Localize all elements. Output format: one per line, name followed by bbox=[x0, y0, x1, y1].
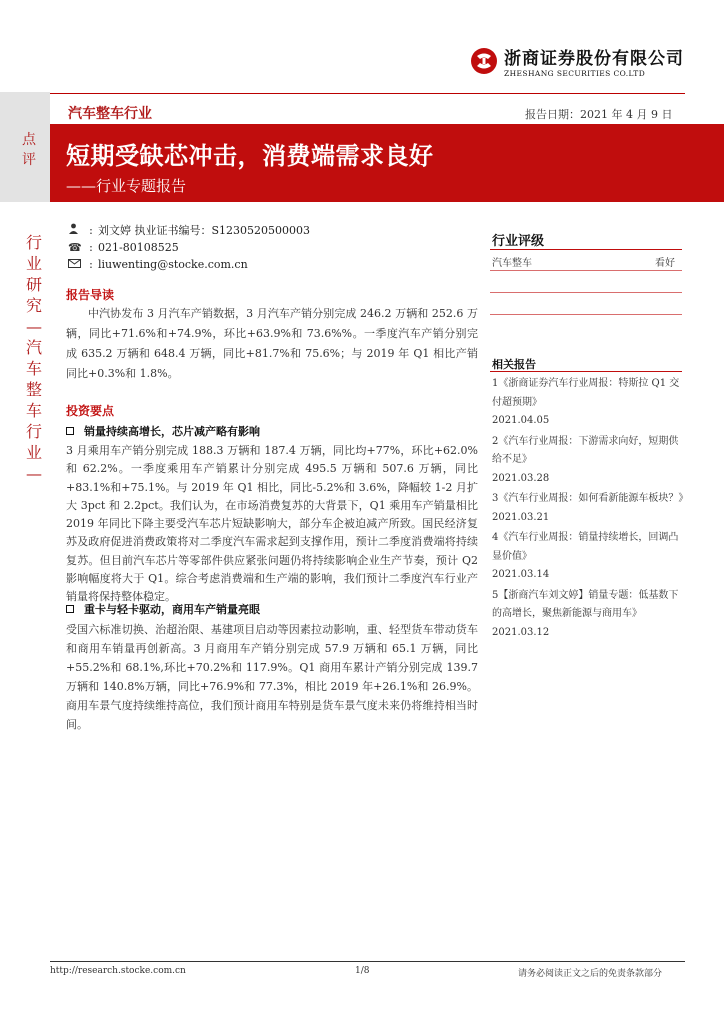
related-report-title[interactable]: 4《汽车行业周报：销量持续增长，回调凸显价值》 bbox=[492, 532, 679, 562]
guide-heading: 报告导读 bbox=[66, 288, 115, 302]
point-2-title bbox=[66, 601, 260, 617]
related-divider bbox=[490, 371, 682, 372]
related-report-item[interactable] bbox=[492, 529, 684, 585]
point-1-title-text: 销量持续高增长，芯片减产略有影响 bbox=[84, 425, 260, 438]
contact-separator: : bbox=[89, 224, 93, 237]
guide-text: 中汽协发布 3 月汽车产销数据，3 月汽车产销分别完成 246.2 万辆和 252.6 万辆，同比+71.6%和+74.9%，环比+63.9%和 73.6%%。一季度汽车产销分别完成 635.2 万辆和 648.4 万辆，同比+81.7%和 75.6%；与 2019 年 Q1 相比产销同比+0.3%和 1.8%。 bbox=[66, 307, 478, 380]
rating-line-1 bbox=[490, 270, 682, 271]
related-report-date: 2021.03.14 bbox=[492, 569, 550, 580]
rating-line-2 bbox=[490, 292, 682, 293]
rating-sector: 汽车整车 bbox=[492, 258, 532, 269]
point-1-title bbox=[66, 423, 260, 439]
related-report-date: 2021.04.05 bbox=[492, 415, 550, 426]
square-bullet-icon bbox=[66, 605, 74, 613]
page-number: 1/8 bbox=[355, 966, 370, 976]
related-report-date: 2021.03.28 bbox=[492, 472, 550, 484]
related-report-title[interactable]: 3《汽车行业周报：如何看新能源车板块？》 bbox=[492, 493, 689, 504]
square-bullet-icon bbox=[66, 427, 74, 435]
related-report-item[interactable] bbox=[492, 490, 689, 527]
company-name-cn: 浙商证券股份有限公司 bbox=[504, 49, 684, 69]
related-report-date: 2021.03.21 bbox=[492, 511, 550, 523]
report-date: 报告日期：2021 年 4 月 9 日 bbox=[525, 108, 673, 121]
footer-url[interactable]: http://research.stocke.com.cn bbox=[50, 966, 186, 976]
related-report-title[interactable]: 2《汽车行业周报：下游需求向好，短期供给不足》 bbox=[492, 435, 679, 465]
rating-divider bbox=[490, 249, 682, 250]
footer-disclaimer: 请务必阅读正文之后的免责条款部分 bbox=[518, 969, 663, 979]
report-type-label: 点评 bbox=[22, 132, 36, 168]
analyst-contact bbox=[68, 222, 310, 273]
page-subtitle: ——行业专题报告 bbox=[66, 177, 187, 195]
related-report-title[interactable]: 1《浙商证券汽车行业周报：特斯拉 Q1 交付超预期》 bbox=[492, 378, 680, 408]
zheshang-logo-icon bbox=[470, 47, 498, 75]
page-title: 短期受缺芯冲击，消费端需求良好 bbox=[66, 142, 434, 170]
sector-tag: 汽车整车行业 bbox=[68, 106, 152, 122]
footer-divider bbox=[50, 961, 685, 962]
contact-separator: : bbox=[89, 258, 93, 271]
related-heading: 相关报告 bbox=[492, 358, 536, 371]
analyst-phone: 021-80108525 bbox=[98, 241, 179, 254]
analyst-email[interactable]: liuwenting@stocke.com.cn bbox=[98, 258, 248, 271]
person-icon bbox=[68, 222, 84, 239]
related-report-title[interactable]: 5【浙商汽车刘文婷】销量专题：低基数下的高增长，聚焦新能源与商用车》 bbox=[492, 589, 679, 619]
envelope-icon bbox=[68, 256, 84, 273]
rating-value: 看好 bbox=[655, 258, 675, 269]
vertical-section-label: 行业研究—汽车整车行业— bbox=[25, 233, 42, 483]
related-report-item[interactable] bbox=[492, 587, 684, 643]
company-name-en: ZHESHANG SECURITIES CO.LTD bbox=[504, 69, 646, 78]
company-logo bbox=[470, 44, 684, 78]
points-heading: 投资要点 bbox=[66, 404, 115, 418]
rating-heading: 行业评级 bbox=[492, 234, 545, 249]
point-2-text: 受国六标准切换、治超治限、基建项目启动等因素拉动影响，重、轻型货车带动货车和商用车销量再创新高。3 月商用车产销分别完成 57.9 万辆和 65.1 万辆，同比+55.2%和 68.1%,环比+70.2%和 117.9%。Q1 商用车累计产销分别完成 139.7 万辆和 140.8%万辆，同比+76.9%和 77.3%，相比 2019 年+26.1%和 26.9%。商用车景气度持续维持高位，我们预计商用车特别是货车景气度未来仍将维持相当时间。 bbox=[66, 623, 478, 731]
related-report-item[interactable] bbox=[492, 375, 684, 431]
contact-separator: : bbox=[89, 241, 93, 254]
analyst-name: 刘文婷 执业证书编号：S1230520500003 bbox=[98, 224, 311, 237]
phone-icon: ☎ bbox=[68, 241, 82, 254]
point-2-title-text: 重卡与轻卡驱动，商用车产销量亮眼 bbox=[84, 603, 260, 616]
point-1-text: 3 月乘用车产销分别完成 188.3 万辆和 187.4 万辆，同比均+77%，环比+62.0%和 62.2%。一季度乘用车产销累计分别完成 495.5 万辆和 507.6 万辆，同比+83.1%和+75.1%。与 2019 年 Q1 相比，同比-5.2%和 3.6%，降幅较 1-2 月扩大 3pct 和 2.2pct。我们认为，在市场消费复苏的大背景下，Q1 乘用车产销量相比 2019 年同比下降主要受汽车芯片短缺影响大，部分车企被迫减产所致。国民经济复苏及政府促进消费政策将对二季度汽车需求起到支撑作用，预计二季度消费端将持续复苏。但目前汽车芯片等零部件供应紧张问题仍将持续影响企业生产节奏，预计 Q2 影响幅度将大于 Q1。综合考虑消费端和生产端的影响，我们预计二季度汽车行业产销量将保持整体稳定。 bbox=[66, 444, 478, 604]
related-report-item[interactable] bbox=[492, 433, 684, 489]
rating-line-3 bbox=[490, 314, 682, 315]
related-reports-list bbox=[492, 375, 689, 642]
header-divider bbox=[50, 93, 685, 94]
related-report-date: 2021.03.12 bbox=[492, 626, 550, 638]
